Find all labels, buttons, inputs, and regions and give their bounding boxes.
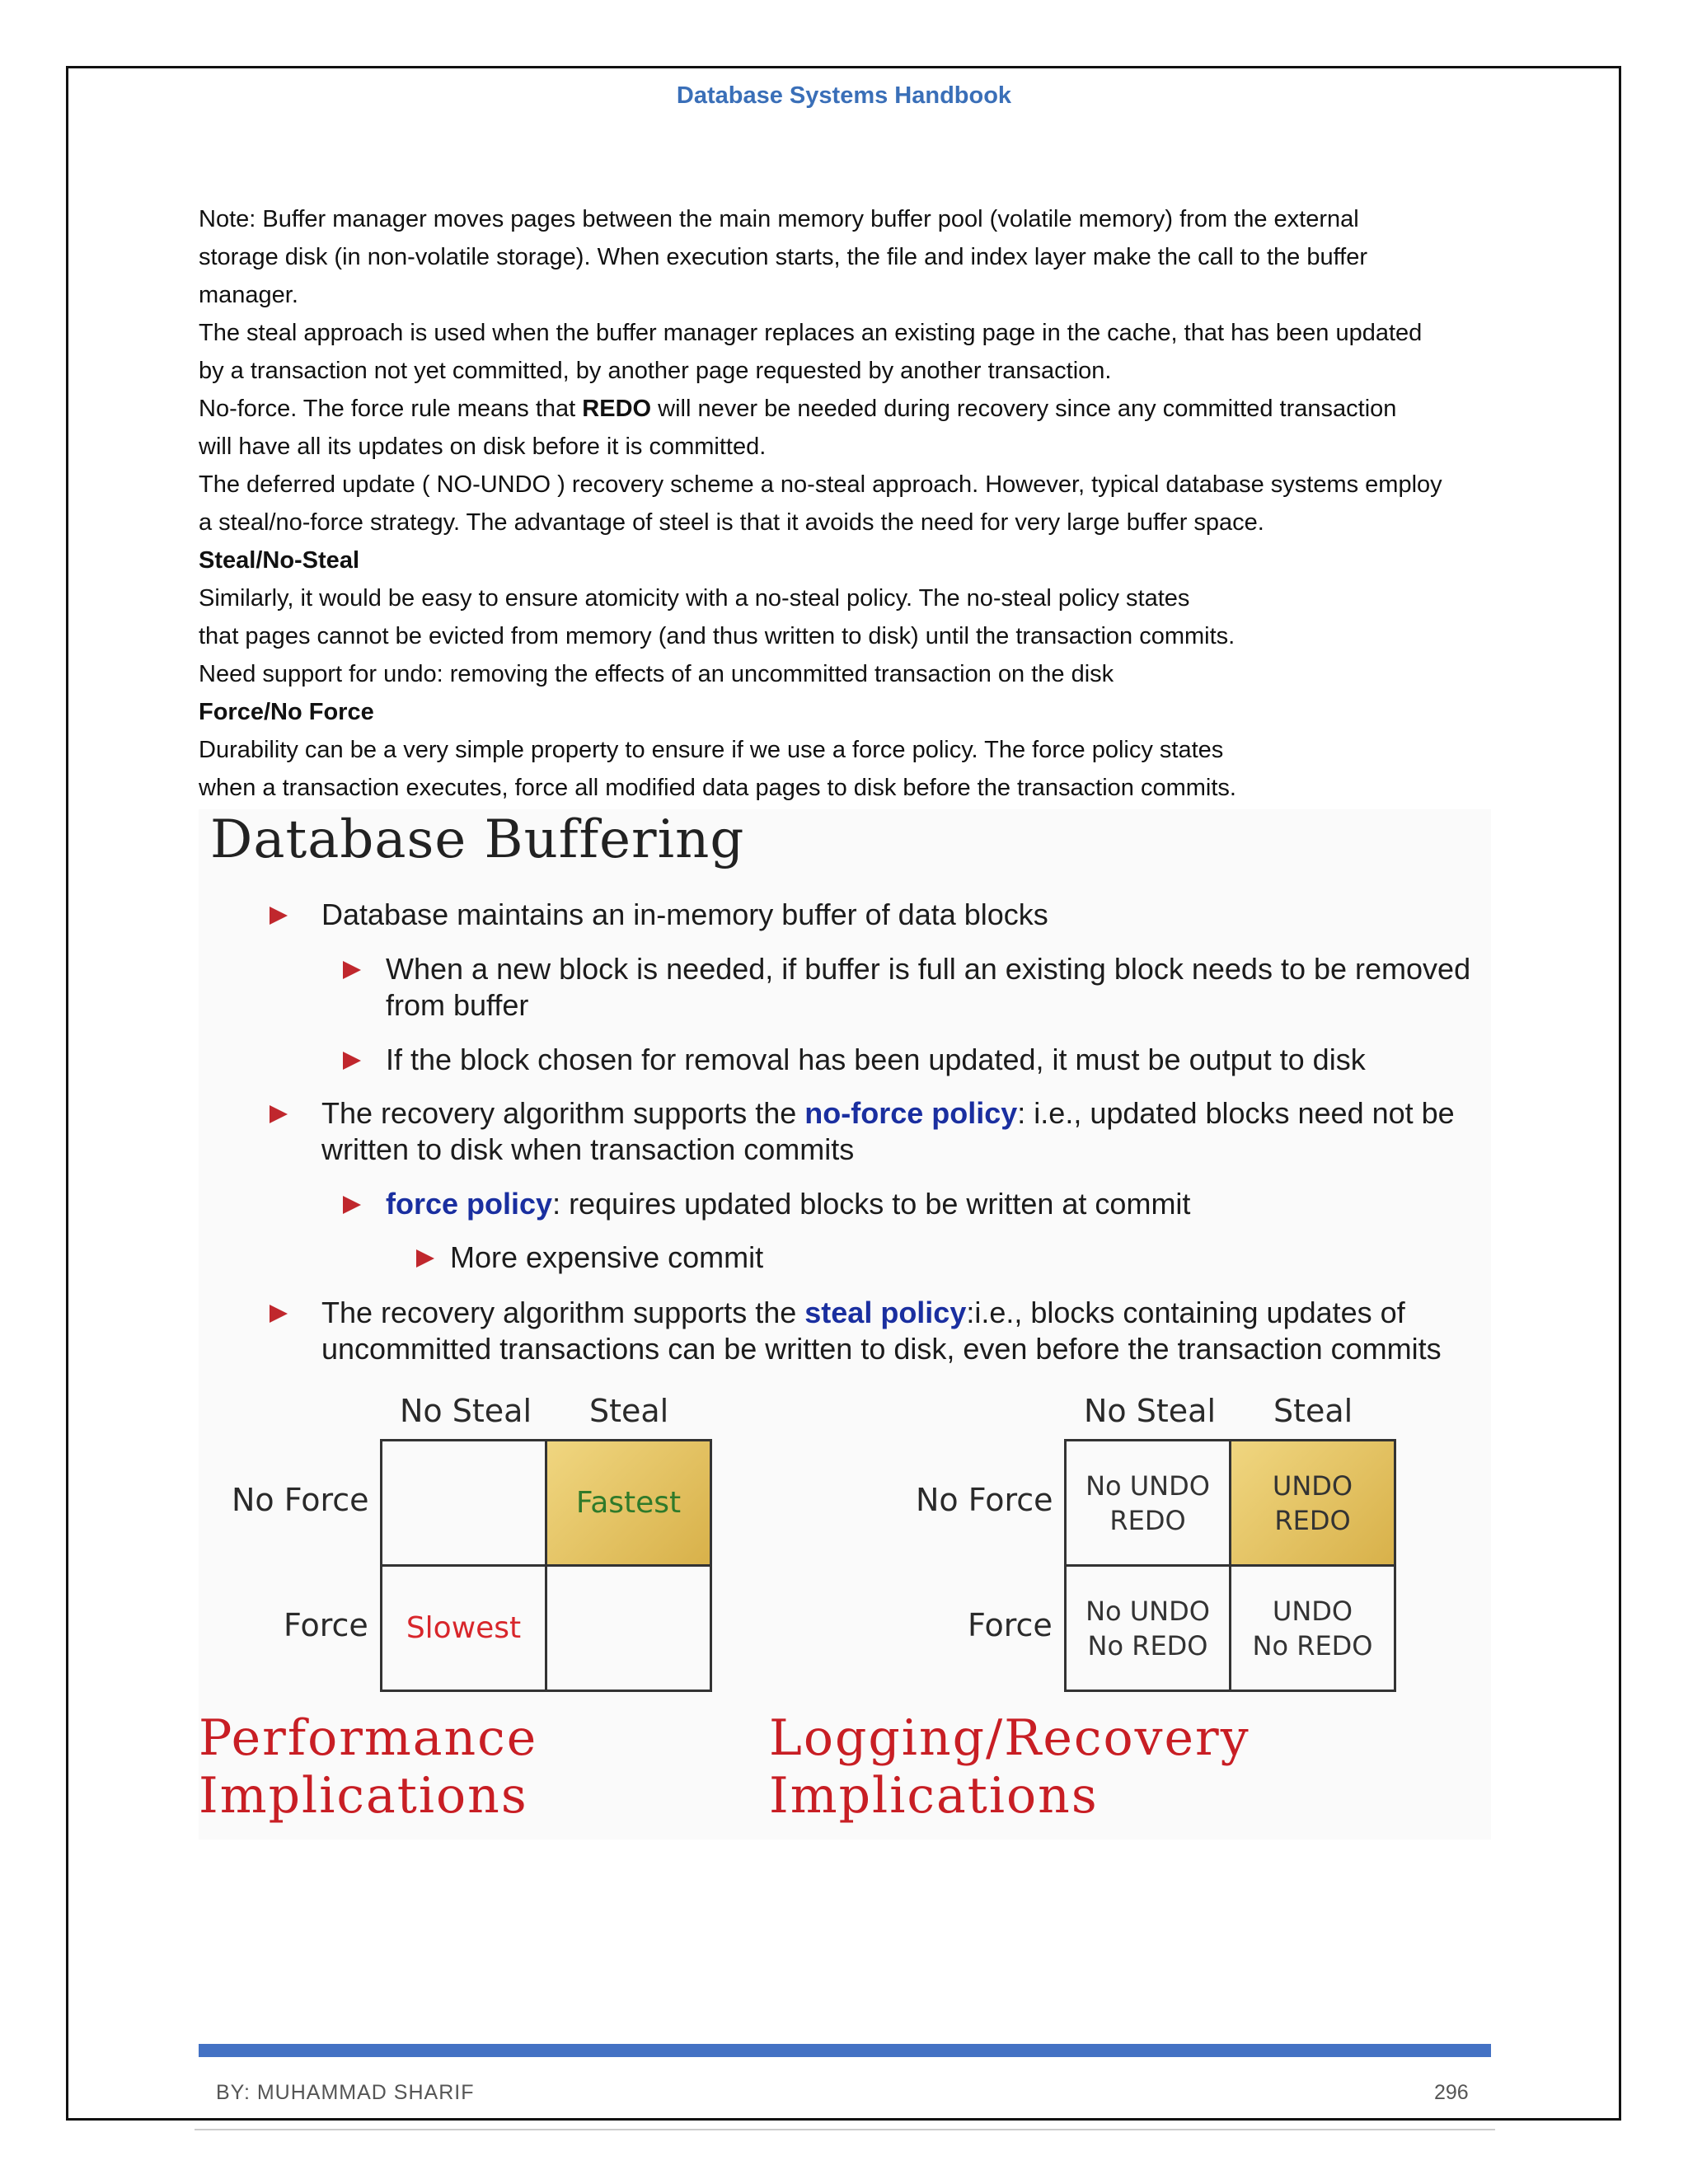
body-line-noforce xyxy=(199,390,1501,428)
bullet-text: Database maintains an in-memory buffer of data blocks xyxy=(321,898,1048,931)
impl-line: Logging/Recovery xyxy=(769,1709,1250,1767)
impl-line: Performance xyxy=(199,1709,538,1767)
bullet-triangle-icon xyxy=(416,1249,434,1268)
bullet-text: :i.e., blocks containing updates of xyxy=(966,1296,1405,1329)
log-cell-force-nosteal xyxy=(1064,1564,1231,1692)
cell-text: UNDO xyxy=(1272,1469,1353,1502)
perf-cell-force-steal xyxy=(545,1564,712,1692)
body-line: storage disk (in non-volatile storage). When execution starts, the file and index layer make the call to the buffer xyxy=(199,244,1367,270)
body-line: manager. xyxy=(199,282,298,308)
bullet-level2 xyxy=(343,1042,1366,1078)
redo-bold: REDO xyxy=(582,396,652,422)
cell-text: No UNDO xyxy=(1085,1469,1210,1502)
cell-text: No UNDO xyxy=(1085,1595,1210,1627)
log-cell-force-steal xyxy=(1229,1564,1396,1692)
footer-page-number: 296 xyxy=(1434,2081,1469,2104)
body-line: Need support for undo: removing the effects of an uncommitted transaction on the disk xyxy=(199,661,1114,687)
bullet-text: When a new block is needed, if buffer is full an existing block needs to be removed xyxy=(386,952,1471,986)
slowest-label: Slowest xyxy=(406,1611,522,1645)
bullet-text: The recovery algorithm supports the xyxy=(321,1296,805,1329)
bullet-triangle-icon xyxy=(343,1052,361,1070)
impl-line: Implications xyxy=(199,1767,528,1825)
database-buffering-slide xyxy=(199,809,1491,1840)
log-cell-noforce-steal xyxy=(1229,1439,1396,1567)
performance-implications-title xyxy=(199,1709,537,1825)
body-line: when a transaction executes, force all modified data pages to disk before the transaction commits. xyxy=(199,775,1236,801)
cell-text: No REDO xyxy=(1252,1629,1373,1661)
bullet-level1 xyxy=(270,897,1048,933)
perf-cell-force-nosteal xyxy=(380,1564,547,1692)
bullet-triangle-icon xyxy=(270,907,288,925)
bullet-triangle-icon xyxy=(343,1196,361,1214)
log-cell-noforce-nosteal xyxy=(1064,1439,1231,1567)
bullet-triangle-icon xyxy=(270,1305,288,1323)
no-force-policy-term: no-force policy xyxy=(804,1096,1018,1130)
slide-title: Database Buffering xyxy=(210,809,745,870)
bullet-level3 xyxy=(416,1240,763,1276)
cell-text: REDO xyxy=(1109,1504,1186,1536)
perf-row-force: Force xyxy=(284,1607,368,1643)
body-line: The deferred update ( NO-UNDO ) recovery scheme a no-steal approach. However, typical database systems employ xyxy=(199,471,1442,498)
bullet-text: from buffer xyxy=(386,988,529,1022)
bullet-text: uncommitted transactions can be written to disk, even before the transaction commits xyxy=(321,1332,1442,1366)
body-text xyxy=(199,200,1501,807)
perf-cell-noforce-steal xyxy=(545,1439,712,1567)
force-policy-term: force policy xyxy=(386,1187,553,1221)
perf-col-no-steal: No Steal xyxy=(400,1393,532,1429)
fastest-label: Fastest xyxy=(575,1486,682,1520)
body-line: Note: Buffer manager moves pages between the main memory buffer pool (volatile memory) from the external xyxy=(199,206,1359,232)
logging-recovery-implications-title xyxy=(769,1709,1250,1825)
body-line: Similarly, it would be easy to ensure atomicity with a no-steal policy. The no-steal policy states xyxy=(199,585,1190,612)
bullet-triangle-icon xyxy=(343,961,361,979)
steal-policy-term: steal policy xyxy=(804,1296,967,1329)
steal-heading: Steal/No-Steal xyxy=(199,547,359,574)
bullet-text: The recovery algorithm supports the xyxy=(321,1096,805,1130)
bullet-text: More expensive commit xyxy=(450,1240,764,1274)
bullet-level1 xyxy=(270,1095,1455,1168)
body-line: that pages cannot be evicted from memory (and thus written to disk) until the transaction commits. xyxy=(199,623,1236,649)
noforce-prefix: No-force. The force rule means that xyxy=(199,396,583,422)
perf-cell-noforce-nosteal xyxy=(380,1439,547,1567)
bullet-level1 xyxy=(270,1295,1442,1367)
cell-text: REDO xyxy=(1274,1504,1351,1536)
bullet-text: : i.e., updated blocks need not be xyxy=(1017,1096,1455,1130)
page-header-title: Database Systems Handbook xyxy=(676,82,1012,109)
body-line: Durability can be a very simple property to ensure if we use a force policy. The force policy states xyxy=(199,737,1224,763)
bullet-text: written to disk when transaction commits xyxy=(321,1132,855,1166)
bullet-text: : requires updated blocks to be written at commit xyxy=(552,1187,1191,1221)
noforce-suffix: will never be needed during recovery since any committed transaction xyxy=(651,396,1397,422)
perf-row-no-force: No Force xyxy=(232,1482,369,1518)
bullet-level2 xyxy=(343,951,1470,1024)
bullet-text: If the block chosen for removal has been updated, it must be output to disk xyxy=(386,1043,1366,1076)
bullet-level2 xyxy=(343,1186,1190,1222)
log-col-no-steal: No Steal xyxy=(1084,1393,1216,1429)
body-line: will have all its updates on disk before it is committed. xyxy=(199,434,767,460)
cell-text: No REDO xyxy=(1087,1629,1208,1661)
perf-col-steal: Steal xyxy=(589,1393,669,1429)
log-row-force: Force xyxy=(968,1607,1053,1643)
footer-accent-bar xyxy=(199,2044,1491,2057)
body-line: a steal/no-force strategy. The advantage of steel is that it avoids the need for very large buffer space. xyxy=(199,509,1264,536)
log-col-steal: Steal xyxy=(1273,1393,1353,1429)
cell-text: UNDO xyxy=(1272,1595,1353,1627)
bottom-rule xyxy=(195,2129,1495,2130)
force-heading: Force/No Force xyxy=(199,699,374,725)
body-line: The steal approach is used when the buffer manager replaces an existing page in the cache, that has been updated xyxy=(199,320,1423,346)
bullet-triangle-icon xyxy=(270,1105,288,1123)
impl-line: Implications xyxy=(769,1767,1099,1825)
body-line: by a transaction not yet committed, by another page requested by another transaction. xyxy=(199,358,1112,384)
log-row-no-force: No Force xyxy=(916,1482,1053,1518)
footer-author: BY: MUHAMMAD SHARIF xyxy=(216,2081,475,2104)
